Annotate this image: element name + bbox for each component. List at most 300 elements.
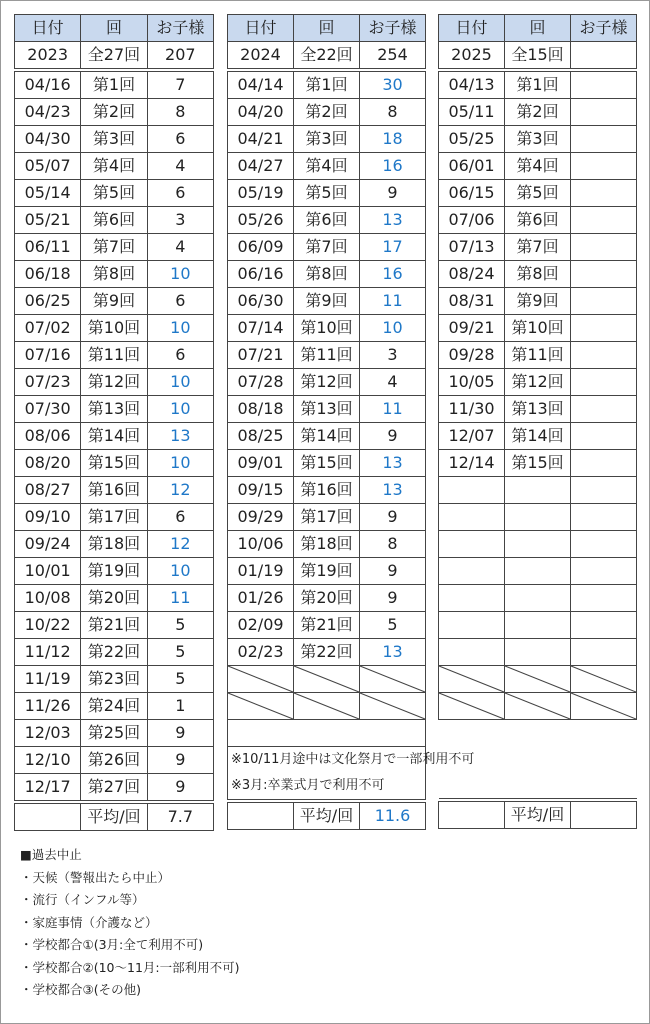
session-date: 08/31 (439, 288, 505, 315)
session-round: 第14回 (505, 423, 571, 450)
session-date: 06/25 (15, 288, 81, 315)
session-round: 第13回 (294, 396, 360, 423)
empty-cell (505, 585, 571, 612)
table-row (439, 315, 637, 342)
session-round: 第3回 (505, 126, 571, 153)
spacer (439, 746, 637, 772)
session-date: 04/30 (15, 126, 81, 153)
session-round: 第6回 (294, 207, 360, 234)
empty-cell (571, 612, 637, 639)
year-label: 2024 (228, 42, 294, 69)
struck-row (439, 693, 637, 720)
session-date: 04/20 (228, 99, 294, 126)
table-row (15, 720, 214, 747)
col-header-round: 回 (81, 15, 147, 42)
table-2025 (438, 14, 637, 829)
header-row (439, 15, 637, 42)
table-row (15, 315, 214, 342)
strike-diagonal (228, 693, 293, 719)
note-item: ・学校都合②(10～11月:一部利用不可) (20, 959, 240, 975)
session-children: 10 (147, 315, 213, 342)
table-row (15, 126, 214, 153)
session-date: 12/03 (15, 720, 81, 747)
session-round: 第16回 (294, 477, 360, 504)
session-children: 11 (360, 396, 426, 423)
session-round: 第7回 (81, 234, 147, 261)
average-value: 7.7 (147, 804, 213, 831)
average-value (571, 802, 637, 829)
total-children: 254 (360, 42, 426, 69)
session-round: 第9回 (294, 288, 360, 315)
session-date: 10/08 (15, 585, 81, 612)
table-row (15, 342, 214, 369)
col-header-date: 日付 (228, 15, 294, 42)
strike-diagonal (294, 666, 359, 692)
struck-cell (228, 693, 294, 720)
year-label: 2025 (439, 42, 505, 69)
struck-cell (571, 693, 637, 720)
average-label: 平均/回 (81, 804, 147, 831)
session-date: 01/26 (228, 585, 294, 612)
session-date: 07/14 (228, 315, 294, 342)
session-round: 第16回 (81, 477, 147, 504)
session-date: 06/15 (439, 180, 505, 207)
session-round: 第5回 (294, 180, 360, 207)
table-row (15, 369, 214, 396)
table-row (15, 747, 214, 774)
session-round: 第1回 (294, 72, 360, 99)
session-round: 第9回 (505, 288, 571, 315)
strike-diagonal (228, 666, 293, 692)
session-round: 第8回 (505, 261, 571, 288)
session-date: 06/11 (15, 234, 81, 261)
strike-diagonal (294, 693, 359, 719)
session-children: 6 (147, 342, 213, 369)
session-children: 11 (147, 585, 213, 612)
table-row (15, 234, 214, 261)
spacer (439, 720, 637, 747)
session-round: 第26回 (81, 747, 147, 774)
table-row (228, 504, 426, 531)
empty-cell (505, 639, 571, 666)
session-date: 07/13 (439, 234, 505, 261)
session-children: 30 (360, 72, 426, 99)
table-row (439, 72, 637, 99)
table-row (15, 558, 214, 585)
table-row (439, 207, 637, 234)
total-rounds: 全15回 (505, 42, 571, 69)
struck-cell (228, 666, 294, 693)
table-row (228, 585, 426, 612)
table-row (228, 153, 426, 180)
session-round: 第27回 (81, 774, 147, 801)
table-row (228, 72, 426, 99)
strike-diagonal (505, 693, 570, 719)
table-row (439, 558, 637, 585)
table-note: ※10/11月途中は文化祭月で一部利用不可 (228, 747, 426, 774)
table-note: ※3月:卒業式月で利用不可 (228, 773, 426, 800)
empty-cell (571, 585, 637, 612)
table-row (439, 477, 637, 504)
session-round: 第12回 (81, 369, 147, 396)
session-round: 第11回 (505, 342, 571, 369)
session-round: 第15回 (81, 450, 147, 477)
session-children: 6 (147, 288, 213, 315)
session-children (571, 99, 637, 126)
spacer (439, 772, 637, 799)
session-round: 第13回 (81, 396, 147, 423)
session-children (571, 153, 637, 180)
table-row (228, 126, 426, 153)
session-children: 6 (147, 180, 213, 207)
col-header-round: 回 (505, 15, 571, 42)
session-children: 6 (147, 126, 213, 153)
table-row (228, 639, 426, 666)
session-date: 12/17 (15, 774, 81, 801)
session-children: 13 (147, 423, 213, 450)
struck-row (439, 666, 637, 693)
session-date: 08/06 (15, 423, 81, 450)
session-date: 06/30 (228, 288, 294, 315)
table-row (439, 180, 637, 207)
session-round: 第6回 (505, 207, 571, 234)
session-date: 05/26 (228, 207, 294, 234)
total-children (571, 42, 637, 69)
session-round: 第18回 (294, 531, 360, 558)
table-row (15, 504, 214, 531)
empty-cell (571, 639, 637, 666)
session-round: 第2回 (294, 99, 360, 126)
session-children: 13 (360, 477, 426, 504)
session-round: 第21回 (81, 612, 147, 639)
session-children: 18 (360, 126, 426, 153)
average-row (15, 804, 214, 831)
session-round: 第10回 (81, 315, 147, 342)
table-row (15, 477, 214, 504)
session-date: 09/15 (228, 477, 294, 504)
session-date: 12/07 (439, 423, 505, 450)
empty-cell (571, 531, 637, 558)
spacer-row (439, 772, 637, 799)
empty-cell (505, 504, 571, 531)
session-children: 9 (360, 558, 426, 585)
session-children: 16 (360, 153, 426, 180)
session-round: 第21回 (294, 612, 360, 639)
session-round: 第3回 (294, 126, 360, 153)
table-row (15, 207, 214, 234)
session-date: 09/24 (15, 531, 81, 558)
session-round: 第14回 (294, 423, 360, 450)
session-date: 09/29 (228, 504, 294, 531)
session-children (571, 72, 637, 99)
session-round: 第9回 (81, 288, 147, 315)
summary-row (228, 42, 426, 69)
table-row (15, 153, 214, 180)
spacer (228, 720, 426, 747)
table-row (439, 342, 637, 369)
header-row (228, 15, 426, 42)
session-round: 第17回 (294, 504, 360, 531)
col-header-date: 日付 (15, 15, 81, 42)
session-date: 08/27 (15, 477, 81, 504)
table-row (228, 423, 426, 450)
table-row (15, 180, 214, 207)
session-children: 9 (147, 747, 213, 774)
table-row (228, 288, 426, 315)
table-row (15, 639, 214, 666)
session-children: 4 (147, 153, 213, 180)
session-date: 05/14 (15, 180, 81, 207)
table-row (228, 531, 426, 558)
strike-diagonal (571, 693, 636, 719)
session-round: 第14回 (81, 423, 147, 450)
table-row (439, 423, 637, 450)
strike-diagonal (439, 666, 504, 692)
table-row (15, 99, 214, 126)
session-children: 10 (147, 450, 213, 477)
spacer-row (228, 720, 426, 747)
empty-cell (439, 558, 505, 585)
session-round: 第7回 (294, 234, 360, 261)
session-round: 第12回 (294, 369, 360, 396)
table-row (15, 774, 214, 801)
session-round: 第24回 (81, 693, 147, 720)
session-round: 第4回 (81, 153, 147, 180)
session-children (571, 180, 637, 207)
session-round: 第10回 (505, 315, 571, 342)
table-2023 (14, 14, 214, 831)
session-round: 第2回 (81, 99, 147, 126)
col-header-children: お子様 (571, 15, 637, 42)
session-children: 1 (147, 693, 213, 720)
session-children: 12 (147, 531, 213, 558)
session-round: 第3回 (81, 126, 147, 153)
session-date: 04/16 (15, 72, 81, 99)
session-children: 13 (360, 639, 426, 666)
table-row (15, 450, 214, 477)
session-date: 07/02 (15, 315, 81, 342)
session-date: 09/28 (439, 342, 505, 369)
average-label: 平均/回 (294, 803, 360, 830)
session-children: 10 (147, 396, 213, 423)
session-children: 17 (360, 234, 426, 261)
session-children: 12 (147, 477, 213, 504)
session-children (571, 207, 637, 234)
session-children: 9 (360, 585, 426, 612)
empty-cell (505, 477, 571, 504)
session-date: 02/09 (228, 612, 294, 639)
average-blank (228, 803, 294, 830)
table-row (15, 585, 214, 612)
session-round: 第5回 (81, 180, 147, 207)
struck-cell (505, 693, 571, 720)
empty-cell (439, 504, 505, 531)
session-date: 08/25 (228, 423, 294, 450)
total-children: 207 (147, 42, 213, 69)
session-round: 第22回 (294, 639, 360, 666)
empty-cell (505, 612, 571, 639)
notes-title: ■過去中止 (20, 847, 82, 862)
strike-diagonal (505, 666, 570, 692)
table-row (15, 288, 214, 315)
session-round: 第8回 (294, 261, 360, 288)
session-round: 第1回 (505, 72, 571, 99)
session-children: 4 (360, 369, 426, 396)
table-row (228, 99, 426, 126)
session-children: 9 (147, 774, 213, 801)
cancellation-notes (20, 844, 239, 1002)
col-header-date: 日付 (439, 15, 505, 42)
session-children: 5 (147, 612, 213, 639)
table-row (228, 369, 426, 396)
table-row (15, 693, 214, 720)
session-date: 06/16 (228, 261, 294, 288)
session-date: 05/25 (439, 126, 505, 153)
session-date: 09/01 (228, 450, 294, 477)
session-round: 第11回 (81, 342, 147, 369)
session-round: 第20回 (81, 585, 147, 612)
session-date: 11/30 (439, 396, 505, 423)
session-children: 3 (360, 342, 426, 369)
session-date: 07/28 (228, 369, 294, 396)
table-row (439, 126, 637, 153)
session-date: 06/18 (15, 261, 81, 288)
table-row (439, 504, 637, 531)
session-children (571, 234, 637, 261)
session-children: 13 (360, 450, 426, 477)
empty-cell (439, 477, 505, 504)
col-header-children: お子様 (147, 15, 213, 42)
session-round: 第15回 (294, 450, 360, 477)
session-children (571, 315, 637, 342)
session-children: 10 (147, 369, 213, 396)
session-round: 第4回 (294, 153, 360, 180)
note-item: ・流行（インフル等） (20, 892, 145, 907)
session-children (571, 369, 637, 396)
session-children: 6 (147, 504, 213, 531)
session-date: 05/11 (439, 99, 505, 126)
empty-cell (439, 585, 505, 612)
average-row (228, 803, 426, 830)
session-date: 10/22 (15, 612, 81, 639)
session-date: 09/21 (439, 315, 505, 342)
session-round: 第13回 (505, 396, 571, 423)
table-row (15, 666, 214, 693)
session-date: 07/16 (15, 342, 81, 369)
col-header-children: お子様 (360, 15, 426, 42)
session-children: 8 (360, 99, 426, 126)
session-round: 第22回 (81, 639, 147, 666)
note-item: ・学校都合①(3月:全て利用不可) (20, 937, 204, 952)
session-children (571, 342, 637, 369)
session-children: 9 (360, 180, 426, 207)
empty-cell (571, 558, 637, 585)
session-date: 10/06 (228, 531, 294, 558)
table-row (439, 234, 637, 261)
session-children: 9 (360, 504, 426, 531)
session-children (571, 126, 637, 153)
table-row (228, 477, 426, 504)
session-date: 11/12 (15, 639, 81, 666)
note-item: ・家庭事情（介護など） (20, 914, 158, 930)
strike-diagonal (571, 666, 636, 692)
session-children: 16 (360, 261, 426, 288)
header-row (15, 15, 214, 42)
session-round: 第8回 (81, 261, 147, 288)
session-round: 第2回 (505, 99, 571, 126)
session-children: 4 (147, 234, 213, 261)
average-label: 平均/回 (505, 802, 571, 829)
session-date: 07/30 (15, 396, 81, 423)
strike-diagonal (439, 693, 504, 719)
table-row (439, 450, 637, 477)
session-date: 06/09 (228, 234, 294, 261)
session-date: 09/10 (15, 504, 81, 531)
table-row (228, 612, 426, 639)
empty-cell (505, 531, 571, 558)
session-children: 8 (360, 531, 426, 558)
strike-diagonal (360, 666, 425, 692)
average-blank (15, 804, 81, 831)
struck-cell (360, 666, 426, 693)
session-date: 06/01 (439, 153, 505, 180)
note-row (228, 747, 426, 774)
session-children: 10 (147, 261, 213, 288)
session-date: 07/06 (439, 207, 505, 234)
table-row (228, 207, 426, 234)
session-date: 12/14 (439, 450, 505, 477)
total-rounds: 全22回 (294, 42, 360, 69)
session-date: 08/18 (228, 396, 294, 423)
table-row (439, 369, 637, 396)
spacer-row (439, 720, 637, 747)
table-row (228, 342, 426, 369)
session-date: 10/05 (439, 369, 505, 396)
session-children: 8 (147, 99, 213, 126)
average-value: 11.6 (360, 803, 426, 830)
average-row (439, 802, 637, 829)
session-round: 第20回 (294, 585, 360, 612)
table-row (228, 180, 426, 207)
table-row (15, 531, 214, 558)
note-row (228, 773, 426, 800)
year-label: 2023 (15, 42, 81, 69)
empty-cell (439, 612, 505, 639)
session-date: 05/21 (15, 207, 81, 234)
table-row (228, 558, 426, 585)
table-row (15, 72, 214, 99)
session-children: 10 (360, 315, 426, 342)
struck-cell (294, 693, 360, 720)
session-round: 第17回 (81, 504, 147, 531)
note-item: ・天候（警報出たら中止） (20, 869, 171, 885)
struck-cell (360, 693, 426, 720)
table-row (439, 585, 637, 612)
table-row (439, 261, 637, 288)
session-date: 07/23 (15, 369, 81, 396)
session-date: 04/13 (439, 72, 505, 99)
table-row (439, 153, 637, 180)
session-round: 第12回 (505, 369, 571, 396)
empty-cell (571, 504, 637, 531)
table-row (439, 99, 637, 126)
session-children: 5 (147, 639, 213, 666)
session-date: 10/01 (15, 558, 81, 585)
session-round: 第7回 (505, 234, 571, 261)
struck-row (228, 666, 426, 693)
empty-cell (571, 477, 637, 504)
summary-row (15, 42, 214, 69)
